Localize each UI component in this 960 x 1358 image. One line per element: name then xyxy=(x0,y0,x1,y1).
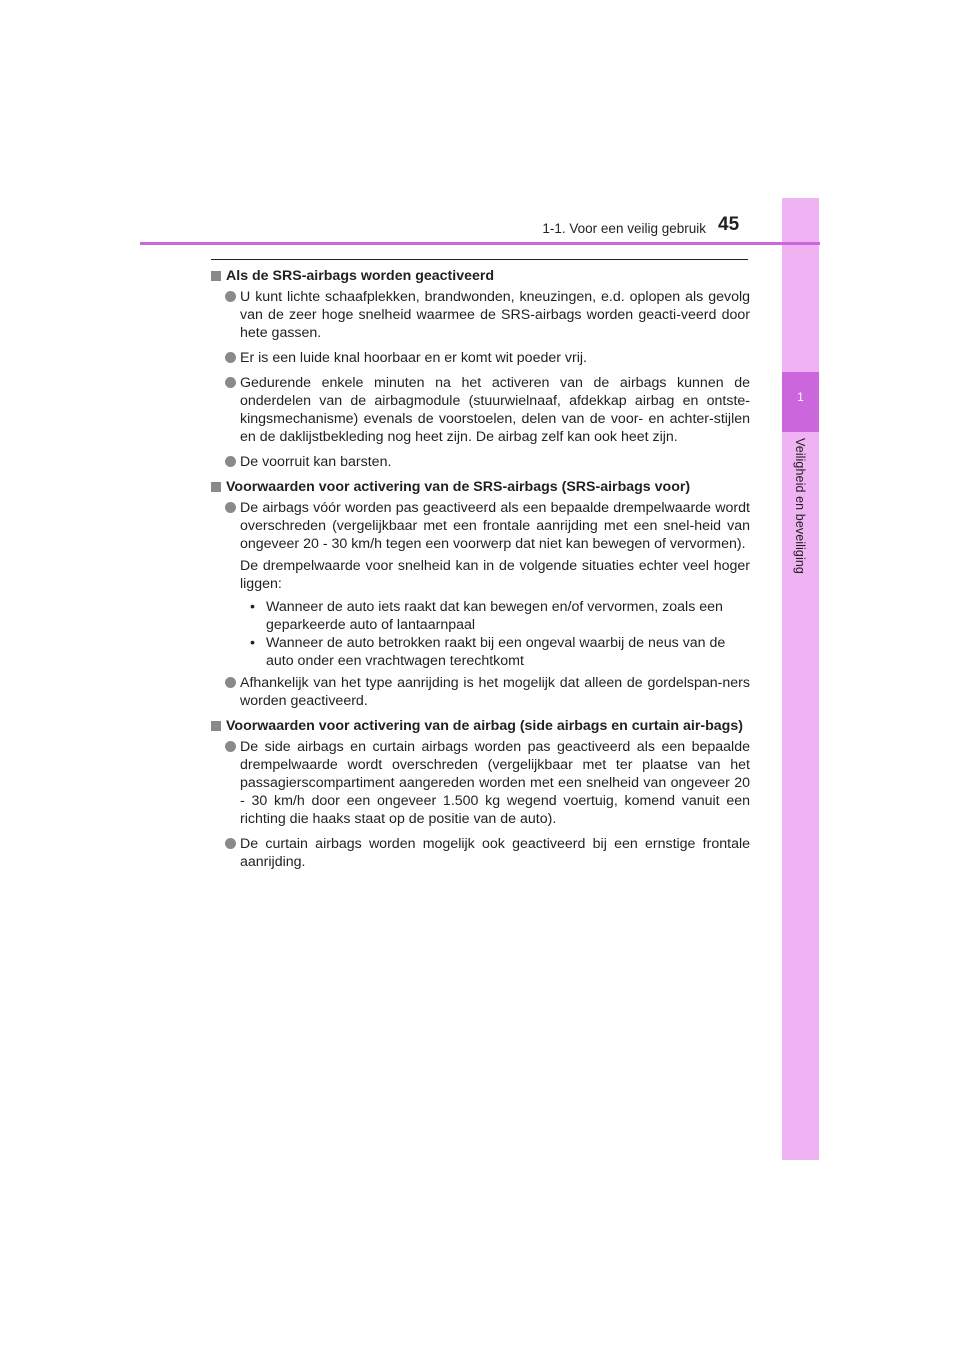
list-item xyxy=(210,835,750,871)
square-bullet-icon xyxy=(211,271,221,281)
sub-list-item xyxy=(210,598,750,634)
list-item-text: U kunt lichte schaafplekken, brandwonden, kneuzingen, e.d. oplopen als gevolg van de zeer hoge snelheid waarmee de SRS-airbags worden geacti-veerd door hete gassen. xyxy=(240,289,750,341)
list-item xyxy=(210,288,750,342)
heading-activated xyxy=(210,267,750,285)
square-bullet-icon xyxy=(211,482,221,492)
round-bullet-icon xyxy=(225,291,236,302)
sub-list-item xyxy=(210,634,750,670)
list-item xyxy=(210,374,750,446)
list-item xyxy=(210,674,750,710)
threshold-note: De drempelwaarde voor snelheid kan in de volgende situaties echter veel hoger liggen: xyxy=(240,558,750,592)
list-item-text: Er is een luide knal hoorbaar en er komt wit poeder vrij. xyxy=(240,350,587,366)
round-bullet-icon xyxy=(225,502,236,513)
list-item-text: Gedurende enkele minuten na het activeren van de airbags kunnen de onderdelen van de airbagmodule (stuurwielnaaf, afdekkap airbag en ontste-kingsmechanisme) evenals de voorstoelen, delen van de voor- en achter-stijlen en de daklijstbekleding nog heet zijn. De airbag zelf kan ook heet zijn. xyxy=(240,375,750,445)
list-item-text: De voorruit kan barsten. xyxy=(240,454,392,470)
list-item-text: De airbags vóór worden pas geactiveerd als een bepaalde drempelwaarde wordt overschreden (vergelijkbaar met een frontale aanrijding met een snel-heid van ongeveer 20 - 30 km/h tegen een voorwerp dat niet kan bewegen of vervormen). xyxy=(240,500,750,552)
list-item-text: Afhankelijk van het type aanrijding is het mogelijk dat alleen de gordelspan-ners worden geactiveerd. xyxy=(240,675,750,709)
round-bullet-icon xyxy=(225,352,236,363)
section-title: 1-1. Voor een veilig gebruik xyxy=(542,221,706,236)
heading-text: Voorwaarden voor activering van de airbag (side airbags en curtain air-bags) xyxy=(226,718,743,734)
sub-list-item-text: Wanneer de auto betrokken raakt bij een ongeval waarbij de neus van de auto onder een vrachtwagen terechtkomt xyxy=(266,635,726,669)
heading-text: Als de SRS-airbags worden geactiveerd xyxy=(226,268,495,284)
heading-front-conditions xyxy=(210,478,750,496)
list-item xyxy=(210,453,750,471)
square-bullet-icon xyxy=(211,721,221,731)
chapter-tab-number: 1 xyxy=(797,390,804,404)
chapter-tab-label: Veiligheid en beveiliging xyxy=(793,438,807,574)
round-bullet-icon xyxy=(225,677,236,688)
round-bullet-icon xyxy=(225,741,236,752)
heading-text: Voorwaarden voor activering van de SRS-airbags (SRS-airbags voor) xyxy=(226,479,691,495)
list-item xyxy=(210,349,750,367)
chapter-side-tab xyxy=(782,198,819,1160)
dot-marker-icon: • xyxy=(250,599,255,615)
page-content xyxy=(210,267,750,878)
round-bullet-icon xyxy=(225,838,236,849)
list-item xyxy=(210,738,750,828)
page-number: 45 xyxy=(718,214,740,235)
content-rule xyxy=(211,259,748,260)
list-item xyxy=(210,499,750,553)
sub-list-item-text: Wanneer de auto iets raakt dat kan bewegen en/of vervormen, zoals een geparkeerde auto of lantaarnpaal xyxy=(266,599,723,633)
heading-side-conditions xyxy=(210,717,750,735)
round-bullet-icon xyxy=(225,377,236,388)
dot-marker-icon: • xyxy=(250,635,255,651)
list-item-text: De side airbags en curtain airbags worden pas geactiveerd als een bepaalde drempelwaarde wordt overschreden (vergelijkbaar met ter plaatse van het passagierscompartiment aangereden worden met een snelheid van ongeveer 20 - 30 km/h door een ongeveer 1.500 kg wegend voertuig, komend vanuit een richting die haaks staat op de positie van de auto). xyxy=(240,739,750,827)
round-bullet-icon xyxy=(225,456,236,467)
list-item-text: De curtain airbags worden mogelijk ook geactiveerd bij een ernstige frontale aanrijding. xyxy=(240,836,750,870)
header-divider xyxy=(140,242,820,245)
